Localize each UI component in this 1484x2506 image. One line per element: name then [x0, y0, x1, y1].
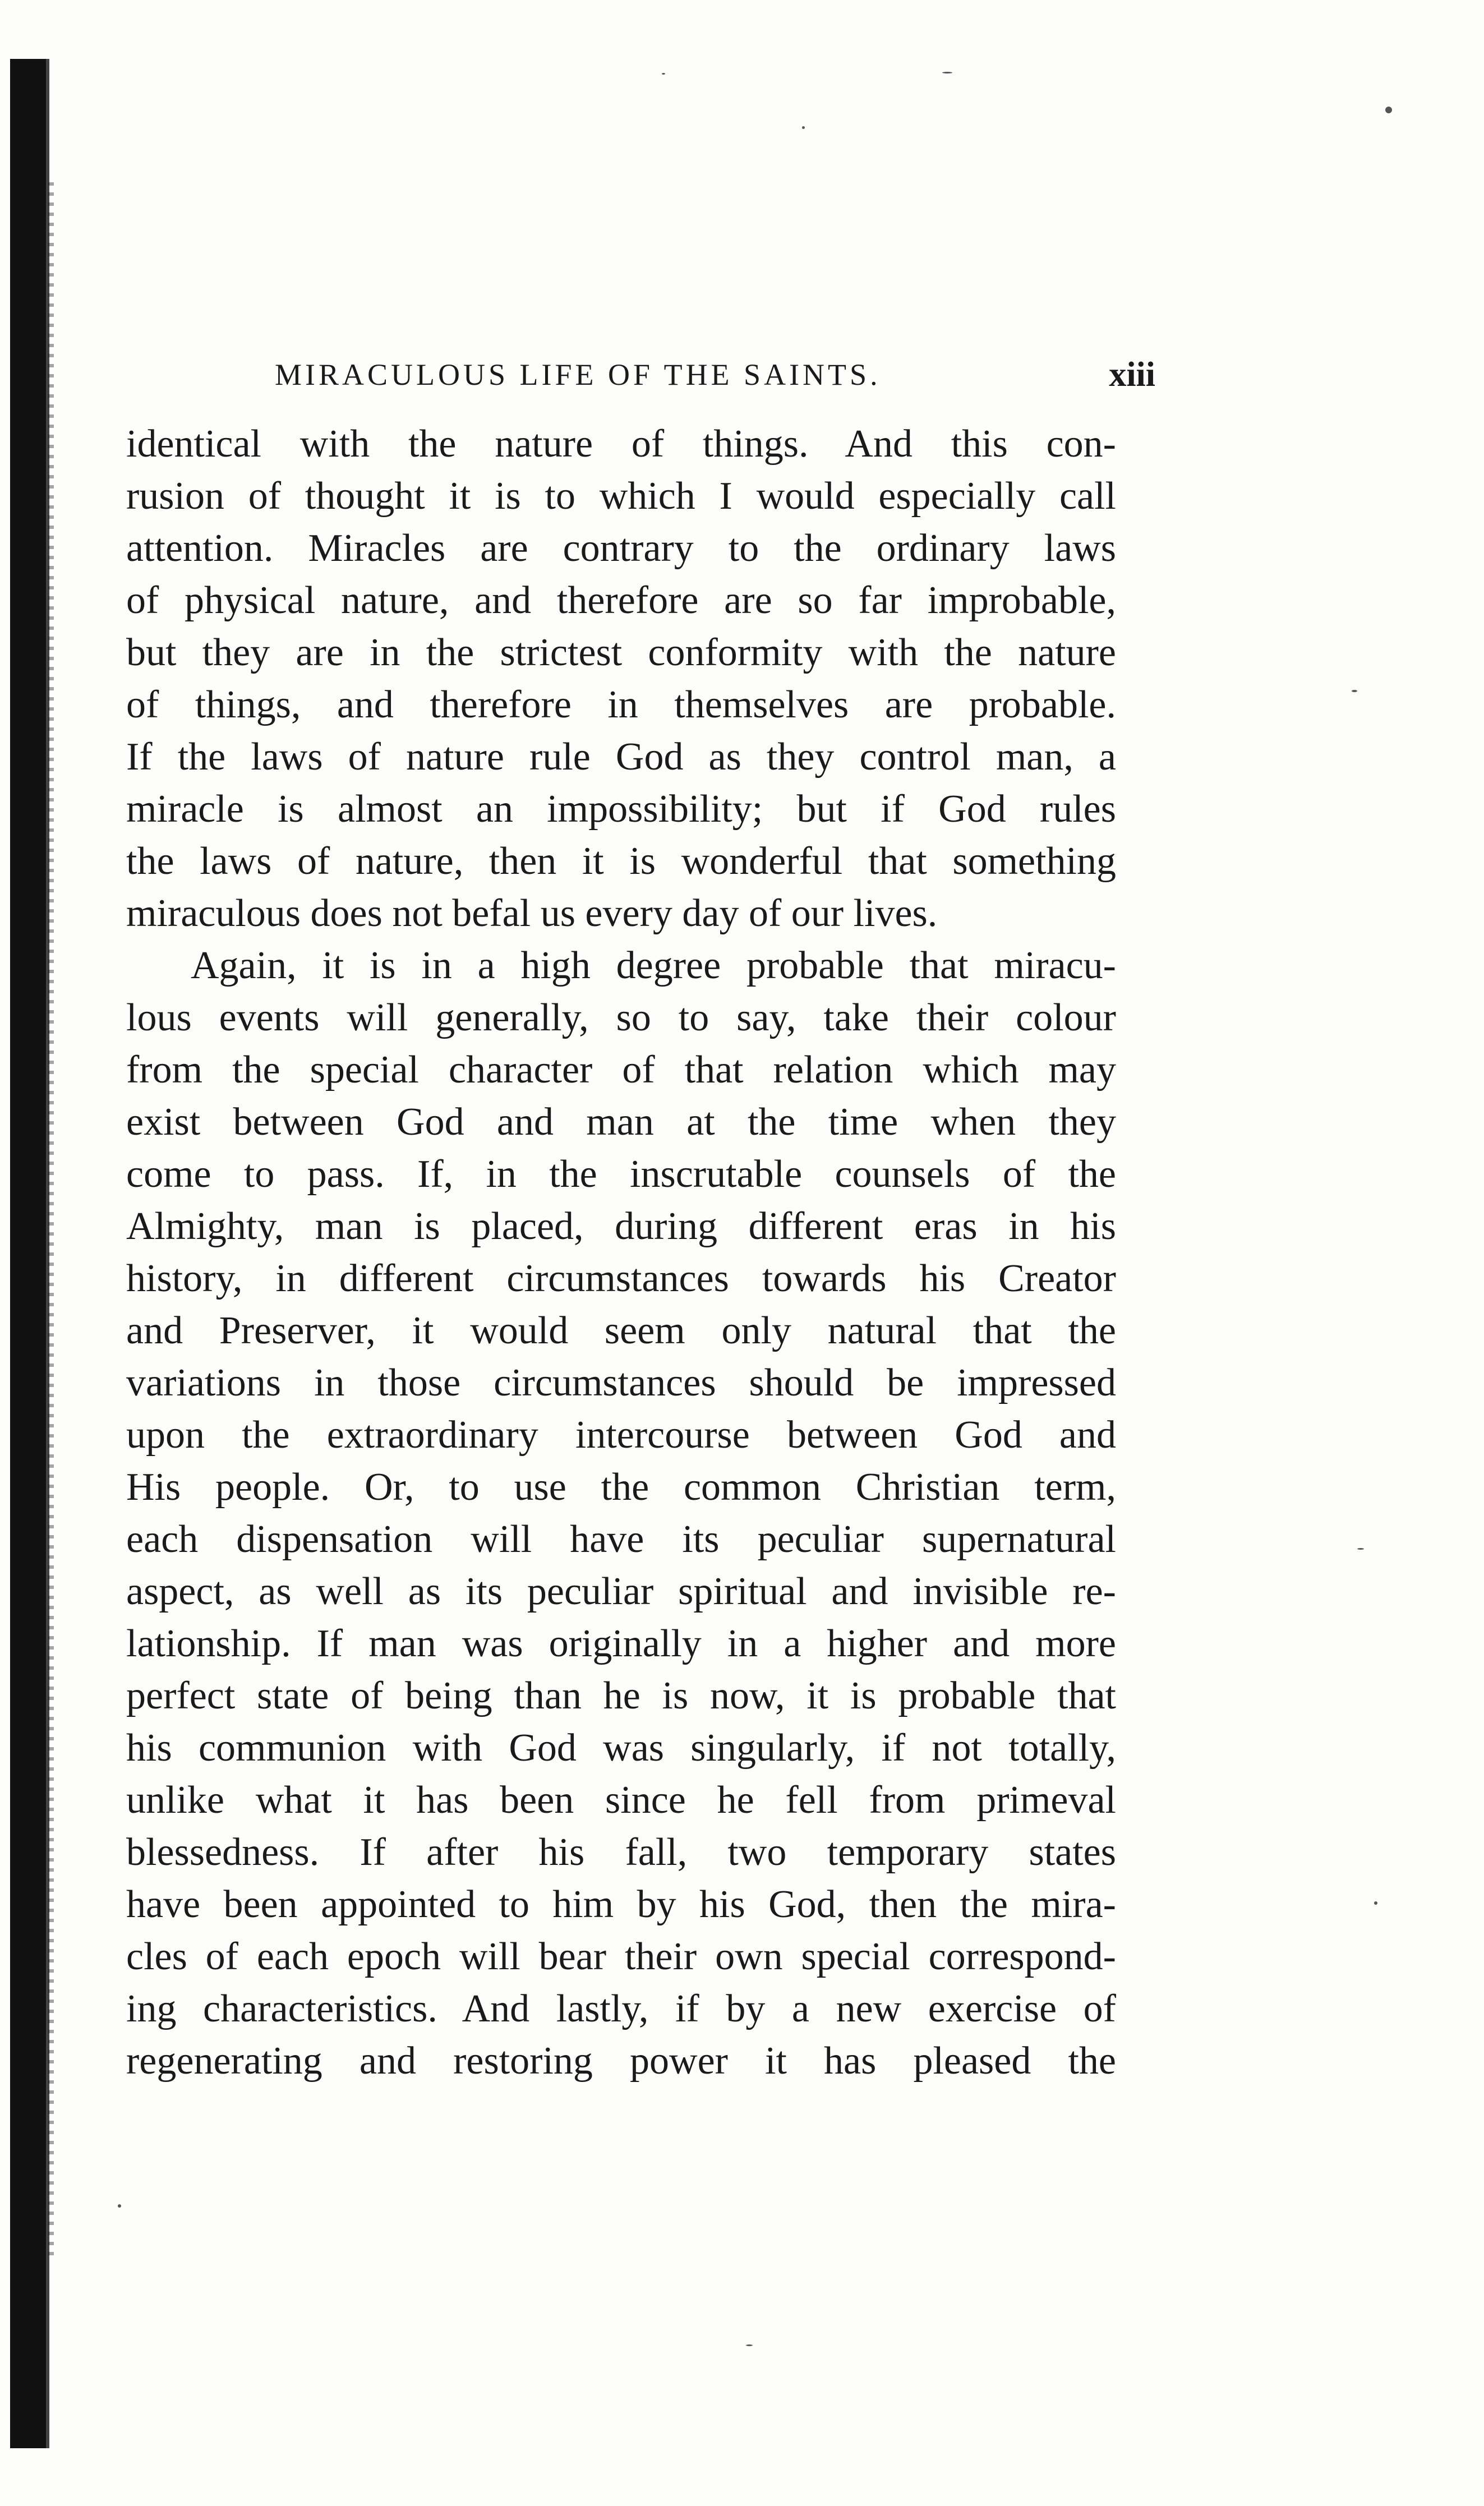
text-line: miraculous does not befal us every day of our lives. — [126, 892, 938, 935]
text-line: Almighty, man is placed, during different eras in his — [126, 1205, 1116, 1248]
text-line: perfect state of being than he is now, it is probable that — [126, 1674, 1116, 1717]
text-line: If the laws of nature rule God as they control man, a — [126, 735, 1116, 778]
text-line: the laws of nature, then it is wonderful that something — [126, 840, 1116, 883]
text-line: blessedness. If after his fall, two temporary states — [126, 1831, 1116, 1874]
text-line: rusion of thought it is to which I would especially call — [126, 475, 1116, 518]
body-text — [126, 418, 1116, 2087]
text-line: attention. Miracles are contrary to the ordinary laws — [126, 527, 1116, 570]
running-head — [275, 352, 1155, 397]
page-number: xiii — [1109, 356, 1155, 394]
text-line: miracle is almost an impossibility; but if God rules — [126, 787, 1116, 831]
text-line: from the special character of that relation which may — [126, 1048, 1116, 1091]
text-line: ing characteristics. And lastly, if by a new exercise of — [126, 1987, 1116, 2030]
text-line: identical with the nature of things. And this con- — [126, 422, 1116, 466]
text-line: of physical nature, and therefore are so far improbable, — [126, 579, 1116, 622]
text-line: have been appointed to him by his God, then the mira- — [126, 1883, 1116, 1926]
text-line: and Preserver, it would seem only natural that the — [126, 1309, 1116, 1352]
text-line: history, in different circumstances towards his Creator — [126, 1257, 1116, 1300]
text-line: upon the extraordinary intercourse between God and — [126, 1413, 1116, 1457]
running-title: MIRACULOUS LIFE OF THE SAINTS. — [275, 358, 881, 391]
text-line: but they are in the strictest conformity with the nature — [126, 631, 1116, 674]
text-line: exist between God and man at the time when they — [126, 1100, 1116, 1144]
text-line: of things, and therefore in themselves are probable. — [126, 683, 1116, 726]
binding-edge — [10, 59, 49, 2448]
text-line: lationship. If man was originally in a higher and more — [126, 1622, 1116, 1665]
text-line: unlike what it has been since he fell from primeval — [126, 1779, 1116, 1822]
text-line: aspect, as well as its peculiar spiritual and invisible re- — [126, 1570, 1116, 1613]
text-line: cles of each epoch will bear their own special correspond- — [126, 1935, 1116, 1978]
text-line: come to pass. If, in the inscrutable counsels of the — [126, 1153, 1116, 1196]
text-line: variations in those circumstances should be impressed — [126, 1361, 1116, 1404]
text-line: His people. Or, to use the common Christian term, — [126, 1466, 1116, 1509]
text-line: his communion with God was singularly, if not totally, — [126, 1726, 1116, 1770]
text-line: lous events will generally, so to say, take their colour — [126, 996, 1116, 1039]
text-line: Again, it is in a high degree probable that miracu- — [191, 944, 1116, 987]
text-line: regenerating and restoring power it has pleased the — [126, 2039, 1116, 2083]
text-line: each dispensation will have its peculiar supernatural — [126, 1518, 1116, 1561]
